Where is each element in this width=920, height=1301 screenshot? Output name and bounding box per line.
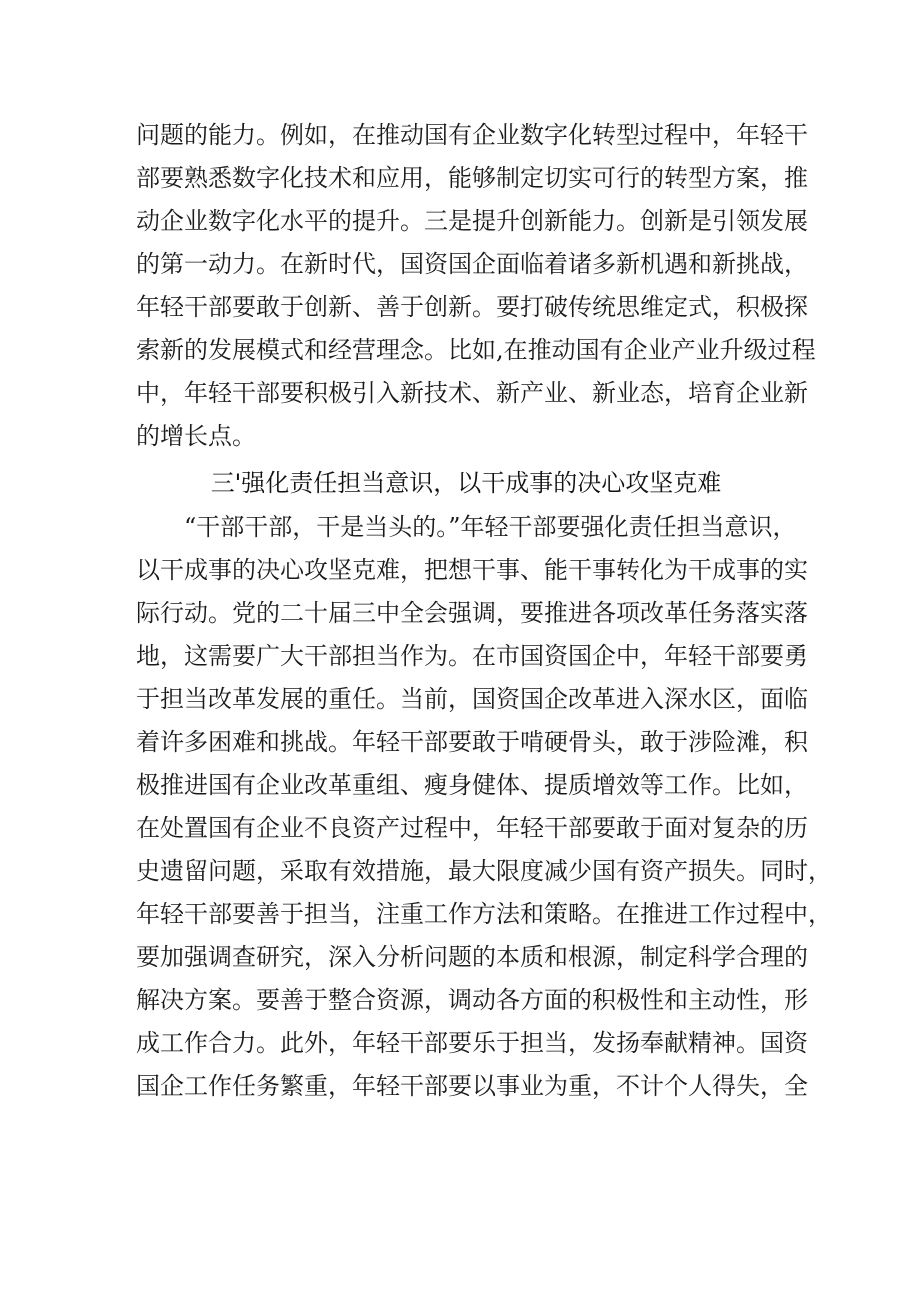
paragraph-line: 要加强调查研究，深入分析问题的本质和根源，制定科学合理的 (136, 943, 808, 971)
paragraph-line: 年轻干部要善于担当，注重工作方法和策略。在推进工作过程中， (136, 900, 832, 928)
paragraph-line: “干部干部，干是当头的。”年轻干部要强化责任担当意识， (184, 513, 797, 541)
paragraph-line: 部要熟悉数字化技术和应用，能够制定切实可行的转型方案，推 (136, 164, 808, 192)
paragraph-line: 国企工作任务繁重，年轻干部要以事业为重，不计个人得失，全 (136, 1072, 808, 1100)
paragraph-line: 着许多困难和挑战。年轻干部要敢于啃硬骨头，敢于涉险滩，积 (136, 728, 808, 756)
paragraph-line: 在处置国有企业不良资产过程中，年轻干部要敢于面对复杂的历 (136, 814, 808, 842)
paragraph-line: 际行动。党的二十届三中全会强调，要推进各项改革任务落实落 (136, 599, 808, 627)
paragraph-line: 的第一动力。在新时代，国资国企面临着诸多新机遇和新挑战， (136, 250, 808, 278)
paragraph-line: 动企业数字化水平的提升。三是提升创新能力。创新是引领发展 (136, 207, 808, 235)
paragraph-line: 年轻干部要敢于创新、善于创新。要打破传统思维定式，积极探 (136, 293, 808, 321)
paragraph-line: 极推进国有企业改革重组、瘦身健体、提质增效等工作。比如， (136, 771, 808, 799)
paragraph-line: 地，这需要广大干部担当作为。在市国资国企中，年轻干部要勇 (136, 642, 808, 670)
paragraph-line: 问题的能力。例如，在推动国有企业数字化转型过程中，年轻干 (136, 121, 808, 149)
paragraph-line: 索新的发展模式和经营理念。比如,在推动国有企业产业升级过程 (136, 336, 816, 364)
paragraph-line: 成工作合力。此外，年轻干部要乐于担当，发扬奉献精神。国资 (136, 1029, 808, 1057)
paragraph-line: 以干成事的决心攻坚克难，把想干事、能干事转化为干成事的实 (136, 556, 808, 584)
paragraph-line: 的增长点。 (136, 422, 256, 450)
paragraph-line: 解决方案。要善于整合资源，调动各方面的积极性和主动性，形 (136, 986, 808, 1014)
section-heading: 三'强化责任担当意识，以干成事的决心攻坚克难 (210, 469, 722, 497)
paragraph-line: 中，年轻干部要积极引入新技术、新产业、新业态，培育企业新 (136, 379, 808, 407)
paragraph-line: 史遗留问题，采取有效措施，最大限度减少国有资产损失。同时， (136, 857, 832, 885)
paragraph-line: 于担当改革发展的重任。当前，国资国企改革进入深水区，面临 (136, 685, 808, 713)
